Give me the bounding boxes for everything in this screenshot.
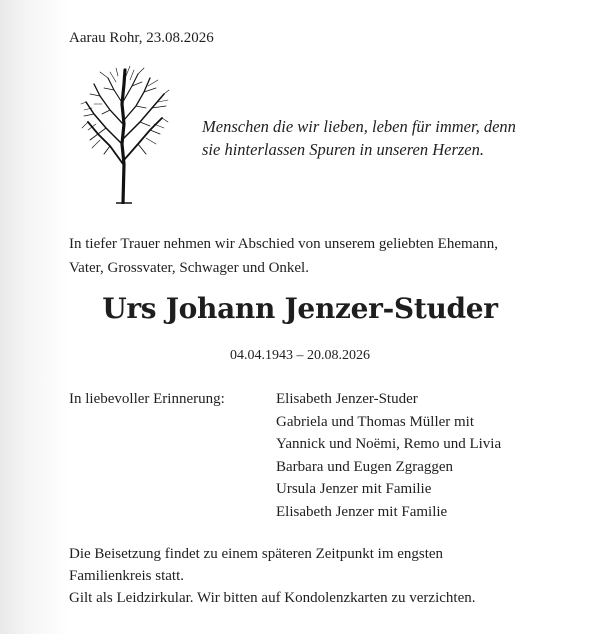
intro-text — [69, 232, 559, 280]
closing-line: Gilt als Leidzirkular. Wir bitten auf Kondolenzkarten zu verzichten. — [69, 590, 476, 606]
quote-line: sie hinterlassen Spuren in unseren Herzen. — [202, 140, 484, 159]
intro-line: In tiefer Trauer nehmen wir Abschied von unserem geliebten Ehemann, — [69, 236, 499, 252]
intro-line: Vater, Grossvater, Schwager und Onkel. — [69, 260, 309, 276]
mourners-list — [276, 388, 501, 523]
mourner-line: Elisabeth Jenzer mit Familie — [276, 503, 448, 520]
memorial-quote — [202, 115, 562, 161]
quote-line: Menschen die wir lieben, leben für immer, denn — [202, 117, 516, 136]
closing-notice — [69, 543, 569, 609]
mourner-line: Ursula Jenzer mit Familie — [276, 481, 432, 497]
mourner-line: Yannick und Noëmi, Remo und Livia — [276, 436, 502, 452]
closing-line: Die Beisetzung findet zu einem späteren Zeitpunkt im engsten — [69, 546, 444, 562]
deceased-name: Urs Johann Jenzer-Studer — [102, 292, 498, 325]
place-date: Aarau Rohr, 23.08.2026 — [69, 30, 214, 46]
closing-line: Familienkreis statt. — [69, 568, 184, 584]
mourner-line: Barbara und Eugen Zgraggen — [276, 458, 454, 475]
life-dates: 04.04.1943 – 20.08.2026 — [230, 348, 370, 363]
tree-icon — [80, 64, 170, 204]
mourner-line: Elisabeth Jenzer-Studer — [276, 391, 418, 407]
mourner-line: Gabriela und Thomas Müller mit — [276, 413, 475, 430]
memory-label: In liebevoller Erinnerung: — [69, 391, 225, 407]
